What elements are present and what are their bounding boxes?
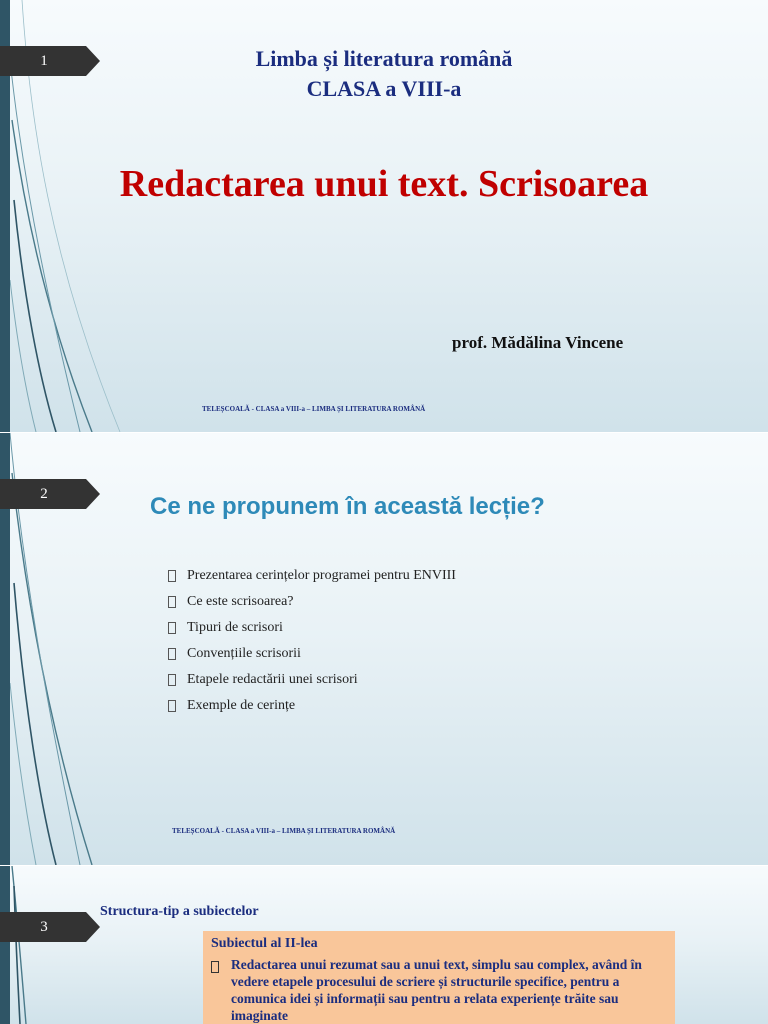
list-item: Etapele redactării unei scrisori <box>168 667 456 693</box>
slide-footer: TELEȘCOALĂ - CLASA a VIII-a – LIMBA ȘI LITERATURA ROMÂNĂ <box>202 405 426 413</box>
section-heading: Structura-tip a subiectelor <box>100 904 259 919</box>
slide-number-tab <box>0 912 100 942</box>
list-item: Exemple de cerințe <box>168 693 456 719</box>
list-item: Tipuri de scrisori <box>168 615 456 641</box>
slide-title: Ce ne propunem în această lecție? <box>150 493 545 520</box>
objectives-list <box>168 563 456 719</box>
list-item: Ce este scrisoarea? <box>168 589 456 615</box>
slide-3 <box>0 866 768 1024</box>
slide-1 <box>0 0 768 432</box>
bullet-icon <box>168 648 176 660</box>
class-heading: CLASA a VIII-a <box>306 76 462 101</box>
slide-2 <box>0 433 768 865</box>
bullet-icon <box>168 622 176 634</box>
list-item: Prezentarea cerințelor programei pentru ENVIII <box>168 563 456 589</box>
slide-number: 1 <box>40 53 48 69</box>
slide-title: Redactarea unui text. Scrisoarea <box>119 163 649 205</box>
left-edge-bar <box>0 866 10 1024</box>
box-body: Redactarea unui rezumat sau a unui text, simplu sau complex, având în vedere etapele procesului de scriere și structurile specifice, pentru a comunica idei și informații sau pentru a relata experiențe trăite sau imaginate <box>231 957 642 1023</box>
bullet-icon <box>168 570 176 582</box>
slide-number: 2 <box>40 486 48 502</box>
author-name: prof. Mădălina Vincene <box>452 333 624 352</box>
slide-divider <box>0 865 768 866</box>
list-item: Convențiile scrisorii <box>168 641 456 667</box>
slide-footer: TELEȘCOALĂ - CLASA a VIII-a – LIMBA ȘI LITERATURA ROMÂNĂ <box>172 827 396 835</box>
swirl-decoration <box>0 866 140 1024</box>
slide-divider <box>0 432 768 433</box>
box-title: Subiectul al II-lea <box>211 936 318 951</box>
subject-box <box>203 931 675 1024</box>
subject-heading: Limba și literatura română <box>255 46 513 71</box>
slide-number-tab <box>0 479 100 509</box>
bullet-icon <box>168 674 176 686</box>
slide-number: 3 <box>40 919 48 935</box>
bullet-icon <box>211 961 219 973</box>
bullet-icon <box>168 700 176 712</box>
bullet-icon <box>168 596 176 608</box>
